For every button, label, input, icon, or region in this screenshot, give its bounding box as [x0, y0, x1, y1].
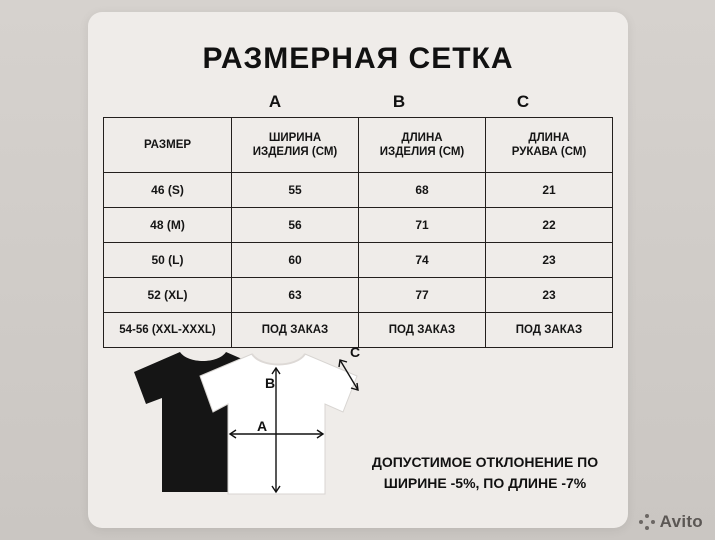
avito-watermark-text: Avito: [659, 512, 703, 531]
cell-length: 74: [359, 243, 486, 278]
column-letter-row: [88, 92, 628, 112]
table-row: [104, 208, 613, 243]
cell-size: 48 (M): [104, 208, 232, 243]
cell-sleeve: ПОД ЗАКАЗ: [486, 313, 613, 348]
table-header-row: [104, 118, 613, 173]
column-letter-spacer: [88, 92, 213, 112]
label-b: B: [265, 375, 276, 391]
header-cell-length: [359, 118, 486, 173]
tolerance-note-line2: ШИРИНЕ -5%, ПО ДЛИНЕ -7%: [383, 475, 587, 491]
avito-watermark: [639, 512, 703, 532]
table-row: [104, 243, 613, 278]
cell-size: 52 (XL): [104, 278, 232, 313]
cell-length: 77: [359, 278, 486, 313]
header-cell-size: [104, 118, 232, 173]
cell-length: 71: [359, 208, 486, 243]
cell-sleeve: 21: [486, 173, 613, 208]
cell-width: ПОД ЗАКАЗ: [232, 313, 359, 348]
cell-size: 46 (S): [104, 173, 232, 208]
label-c: C: [350, 344, 361, 360]
header-sleeve-line1: ДЛИНА: [528, 131, 570, 144]
cell-sleeve: 22: [486, 208, 613, 243]
table-row: [104, 173, 613, 208]
chart-card: [88, 12, 628, 528]
tolerance-note-line1: ДОПУСТИМОЕ ОТКЛОНЕНИЕ ПО: [371, 454, 599, 470]
cell-width: 55: [232, 173, 359, 208]
header-sleeve-line2: РУКАВА (СМ): [511, 146, 587, 158]
column-letter-a: A: [268, 92, 282, 111]
page-title: РАЗМЕРНАЯ СЕТКА: [202, 42, 514, 75]
table-row: [104, 278, 613, 313]
cell-width: 63: [232, 278, 359, 313]
header-width-line2: ИЗДЕЛИЯ (СМ): [252, 146, 338, 158]
cell-width: 60: [232, 243, 359, 278]
cell-length: 68: [359, 173, 486, 208]
header-length-line2: ИЗДЕЛИЯ (СМ): [379, 146, 465, 158]
avito-dots-icon: [639, 514, 655, 530]
cell-width: 56: [232, 208, 359, 243]
cell-length: ПОД ЗАКАЗ: [359, 313, 486, 348]
header-cell-sleeve: [486, 118, 613, 173]
cell-size: 54-56 (XXL-XXXL): [104, 313, 232, 348]
header-length-line1: ДЛИНА: [401, 131, 443, 144]
column-letter-c: C: [516, 92, 530, 111]
cell-size: 50 (L): [104, 243, 232, 278]
header-size-line1: РАЗМЕР: [143, 138, 192, 151]
cell-sleeve: 23: [486, 278, 613, 313]
cell-sleeve: 23: [486, 243, 613, 278]
header-width-line1: ШИРИНА: [268, 131, 322, 144]
header-cell-width: [232, 118, 359, 173]
column-letter-b: B: [392, 92, 406, 111]
label-a: A: [257, 418, 268, 434]
tolerance-note: [360, 452, 610, 494]
size-table: [103, 117, 613, 348]
